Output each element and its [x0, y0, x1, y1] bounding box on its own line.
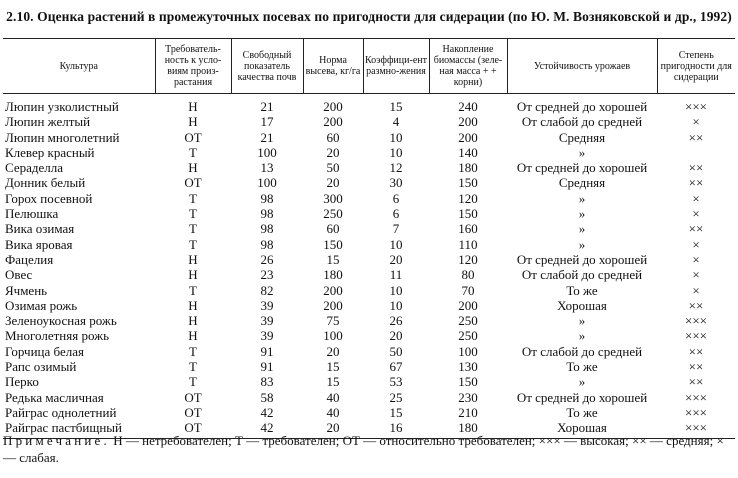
cell-biomass: 180: [429, 420, 507, 438]
cell-quality: 100: [257, 144, 277, 160]
cell-seed-rate: 15: [326, 359, 340, 375]
cell-crop: Озимая рожь: [5, 297, 78, 313]
cell-crop: Зеленоукосная рожь: [5, 313, 117, 329]
cell-crop: Люпин желтый: [5, 114, 91, 130]
table-row: [3, 237, 735, 252]
cell-stability: От средней до хорошей: [516, 389, 648, 405]
cell-quality: 82: [260, 282, 274, 298]
table-title: 2.10. Оценка растений в промежуточных посевах по пригодности для сидерации (по Ю. М. Возняковской и др., 1992): [6, 9, 732, 24]
cell-suitability: ××: [688, 129, 704, 145]
cell-multiplication: 15: [389, 404, 403, 420]
footnote: [3, 432, 733, 466]
cell-suitability: ×: [692, 251, 700, 267]
cell-seed-rate: 15: [326, 374, 340, 390]
cell-demand: Н: [188, 99, 198, 114]
header-multiplication: Коэффици-ент размно-жения: [363, 39, 429, 94]
cell-crop: Многолетняя рожь: [5, 328, 110, 344]
cell-quality: 98: [260, 236, 274, 252]
footnote-text: Н — нетребователен; Т — требователен; ОТ — относительно требователен; ××× — высокая; ×× — средняя; × — слабая.: [3, 433, 724, 465]
cell-multiplication: 6: [392, 190, 400, 206]
table-row: [3, 94, 735, 115]
cell-suitability: ××: [688, 343, 704, 359]
cell-demand: Т: [189, 343, 197, 359]
footnote-label: Примечание.: [3, 433, 110, 448]
cell-quality: 91: [260, 343, 274, 359]
cell-crop: Ячмень: [5, 282, 48, 298]
cell-quality: 98: [260, 221, 274, 237]
cell-crop: Рапс озимый: [5, 359, 77, 375]
cell-suitability: [657, 145, 735, 160]
cell-stability: »: [578, 206, 586, 222]
cell-demand: ОТ: [184, 389, 202, 405]
cell-demand: Н: [188, 313, 198, 329]
cell-multiplication: 30: [389, 175, 403, 191]
table-row: [3, 390, 735, 405]
cell-biomass: 120: [458, 251, 478, 267]
cell-stability: От слабой до средней: [521, 267, 643, 283]
cell-quality: 42: [231, 420, 303, 438]
table-row: [3, 283, 735, 298]
cell-biomass: 200: [458, 114, 478, 130]
cell-crop: Овес: [5, 267, 33, 283]
cell-suitability: ×××: [657, 420, 735, 438]
cell-biomass: 160: [458, 221, 478, 237]
cell-multiplication: 7: [392, 221, 400, 237]
cell-multiplication: 50: [389, 343, 403, 359]
cell-seed-rate: 40: [326, 404, 340, 420]
cell-suitability: ××: [688, 374, 704, 390]
cell-biomass: 150: [458, 175, 478, 191]
cell-crop: Донник белый: [5, 175, 86, 191]
cell-multiplication: 11: [389, 267, 403, 283]
cell-stability: То же: [566, 359, 598, 375]
cell-suitability: ××: [688, 221, 704, 237]
cell-seed-rate: 180: [323, 267, 343, 283]
table-row: [3, 160, 735, 175]
cell-seed-rate: 75: [326, 313, 340, 329]
cell-demand: ОТ: [184, 404, 202, 420]
cell-demand: Т: [189, 359, 197, 375]
cell-biomass: 150: [458, 206, 478, 222]
cell-stability: »: [578, 190, 586, 206]
header-crop: Культура: [3, 39, 155, 94]
cell-multiplication: 4: [392, 114, 400, 130]
cell-suitability: ××: [688, 359, 704, 375]
cell-quality: 17: [260, 114, 274, 130]
cell-quality: 83: [260, 374, 274, 390]
cell-seed-rate: 20: [326, 343, 340, 359]
cell-quality: 23: [260, 267, 274, 283]
table-row: [3, 191, 735, 206]
cell-multiplication: 53: [389, 374, 403, 390]
cell-biomass: 120: [458, 190, 478, 206]
cell-stability: Хорошая: [557, 297, 607, 313]
cell-crop: Люпин многолетний: [5, 129, 120, 145]
cell-seed-rate: 300: [323, 190, 343, 206]
table-row: [3, 328, 735, 343]
cell-biomass: 210: [458, 404, 478, 420]
cell-crop: Фацелия: [5, 251, 54, 267]
cell-seed-rate: 200: [323, 297, 343, 313]
cell-seed-rate: 15: [326, 251, 340, 267]
cell-stability: Хорошая: [507, 420, 657, 438]
cell-demand: ОТ: [184, 129, 202, 145]
cell-biomass: 200: [458, 129, 478, 145]
cell-seed-rate: 20: [326, 175, 340, 191]
cell-biomass: 100: [458, 343, 478, 359]
cell-demand: Н: [188, 251, 198, 267]
table-row: [3, 175, 735, 190]
cell-seed-rate: 200: [323, 99, 343, 114]
cell-demand: Н: [188, 328, 198, 344]
cell-stability: От слабой до средней: [521, 343, 643, 359]
cell-biomass: 130: [458, 359, 478, 375]
cell-crop: Перко: [5, 374, 39, 390]
table-row: [3, 374, 735, 389]
cell-demand: Н: [188, 114, 198, 130]
cell-suitability: ×: [692, 206, 700, 222]
header-suitability: Степень пригодности для сидерации: [657, 39, 735, 94]
cell-biomass: 180: [458, 160, 478, 176]
cell-demand: Т: [189, 144, 197, 160]
cell-seed-rate: 20: [303, 420, 363, 438]
cell-quality: 39: [260, 297, 274, 313]
cell-seed-rate: 20: [326, 144, 340, 160]
table-row: [3, 252, 735, 267]
cell-seed-rate: 100: [323, 328, 343, 344]
cell-multiplication: 26: [389, 313, 403, 329]
cell-crop: Райграс пастбищный: [3, 420, 155, 438]
cell-crop: Люпин узколистный: [5, 99, 119, 114]
cell-multiplication: 10: [389, 282, 403, 298]
cell-crop: Сераделла: [5, 160, 63, 176]
cell-suitability: ×××: [685, 404, 707, 420]
cell-suitability: ×: [692, 190, 700, 206]
cell-stability: От средней до хорошей: [516, 99, 648, 114]
cell-demand: Т: [189, 190, 197, 206]
table-row: [3, 130, 735, 145]
header-demand: Требователь-ность к усло-виям произ-растания: [155, 39, 231, 94]
cell-seed-rate: 200: [323, 282, 343, 298]
table-row: [3, 114, 735, 129]
cell-quality: 39: [260, 313, 274, 329]
table-row: [3, 405, 735, 420]
cell-quality: 42: [260, 404, 274, 420]
cell-stability: »: [578, 144, 586, 160]
cell-quality: 91: [260, 359, 274, 375]
cell-stability: От слабой до средней: [521, 114, 643, 130]
cell-quality: 98: [260, 190, 274, 206]
cell-demand: Н: [188, 160, 198, 176]
table-row: [3, 221, 735, 236]
cell-biomass: 140: [458, 144, 478, 160]
cell-multiplication: 20: [389, 251, 403, 267]
cell-crop: Вика яровая: [5, 236, 73, 252]
cell-seed-rate: 250: [323, 206, 343, 222]
cell-multiplication: 10: [389, 144, 403, 160]
cell-multiplication: 20: [389, 328, 403, 344]
cell-multiplication: 67: [389, 359, 403, 375]
cell-quality: 21: [260, 129, 274, 145]
cell-seed-rate: 200: [323, 114, 343, 130]
cell-multiplication: 10: [389, 129, 403, 145]
cell-stability: То же: [566, 282, 598, 298]
cell-suitability: ×: [692, 114, 700, 130]
cell-stability: »: [578, 313, 586, 329]
cell-suitability: ×: [692, 267, 700, 283]
cell-stability: Средняя: [558, 175, 606, 191]
cell-biomass: 150: [458, 374, 478, 390]
cell-seed-rate: 60: [326, 221, 340, 237]
cell-crop: Редька масличная: [5, 389, 104, 405]
cell-stability: То же: [566, 404, 598, 420]
cell-stability: От средней до хорошей: [516, 251, 648, 267]
crop-evaluation-table: [3, 38, 735, 439]
cell-stability: Средняя: [558, 129, 606, 145]
cell-demand: ОТ: [155, 420, 231, 438]
cell-biomass: 230: [458, 389, 478, 405]
header-seed-rate: Норма высева, кг/га: [303, 39, 363, 94]
table-row: [3, 313, 735, 328]
cell-demand: Т: [189, 236, 197, 252]
cell-quality: 98: [260, 206, 274, 222]
cell-biomass: 250: [458, 328, 478, 344]
cell-crop: Вика озимая: [5, 221, 75, 237]
table-row: [3, 359, 735, 374]
cell-stability: »: [578, 221, 586, 237]
cell-quality: 58: [260, 389, 274, 405]
cell-stability: От средней до хорошей: [516, 160, 648, 176]
cell-suitability: ××: [688, 175, 704, 191]
header-stability: Устойчивость урожаев: [507, 39, 657, 94]
cell-demand: Т: [189, 221, 197, 237]
table-row: [3, 267, 735, 282]
cell-biomass: 240: [458, 99, 478, 114]
header-biomass: Накопление биомассы (зеле-ная масса + + корни): [429, 39, 507, 94]
cell-demand: Т: [189, 282, 197, 298]
table-row: [3, 344, 735, 359]
cell-multiplication: 10: [389, 236, 403, 252]
cell-multiplication: 6: [392, 206, 400, 222]
cell-seed-rate: 60: [326, 129, 340, 145]
cell-crop: Пелюшка: [5, 206, 59, 222]
cell-demand: Н: [188, 297, 198, 313]
cell-demand: Т: [189, 206, 197, 222]
cell-quality: 100: [257, 175, 277, 191]
cell-demand: Н: [188, 267, 198, 283]
cell-biomass: 80: [461, 267, 475, 283]
cell-suitability: ×××: [685, 313, 707, 329]
cell-biomass: 250: [458, 313, 478, 329]
cell-quality: 21: [260, 99, 274, 114]
cell-suitability: ×××: [685, 99, 707, 114]
cell-quality: 13: [260, 160, 274, 176]
table-row: [3, 298, 735, 313]
cell-suitability: ××: [688, 297, 704, 313]
cell-seed-rate: 40: [326, 389, 340, 405]
cell-quality: 39: [260, 328, 274, 344]
header-row: [3, 39, 735, 94]
cell-crop: Горчица белая: [5, 343, 84, 359]
table-row: [3, 206, 735, 221]
cell-demand: Т: [189, 374, 197, 390]
cell-suitability: ×××: [685, 389, 707, 405]
cell-suitability: ×××: [685, 328, 707, 344]
cell-crop: Горох посевной: [5, 190, 93, 206]
cell-demand: ОТ: [184, 175, 202, 191]
table-row: [3, 145, 735, 160]
cell-multiplication: 25: [389, 389, 403, 405]
cell-suitability: ×: [692, 282, 700, 298]
cell-suitability: ×: [692, 236, 700, 252]
cell-stability: »: [578, 328, 586, 344]
cell-quality: 26: [260, 251, 274, 267]
header-quality: Свободный показатель качества почв: [231, 39, 303, 94]
cell-stability: »: [578, 374, 586, 390]
cell-seed-rate: 150: [323, 236, 343, 252]
cell-multiplication: 10: [389, 297, 403, 313]
cell-multiplication: 16: [363, 420, 429, 438]
cell-multiplication: 15: [389, 99, 403, 114]
cell-biomass: 70: [461, 282, 475, 298]
cell-biomass: 200: [458, 297, 478, 313]
cell-stability: »: [578, 236, 586, 252]
cell-biomass: 110: [458, 236, 478, 252]
cell-seed-rate: 50: [326, 160, 340, 176]
cell-crop: Клевер красный: [5, 144, 95, 160]
cell-suitability: ××: [688, 160, 704, 176]
cell-multiplication: 12: [389, 160, 403, 176]
cell-crop: Райграс однолетний: [5, 404, 117, 420]
